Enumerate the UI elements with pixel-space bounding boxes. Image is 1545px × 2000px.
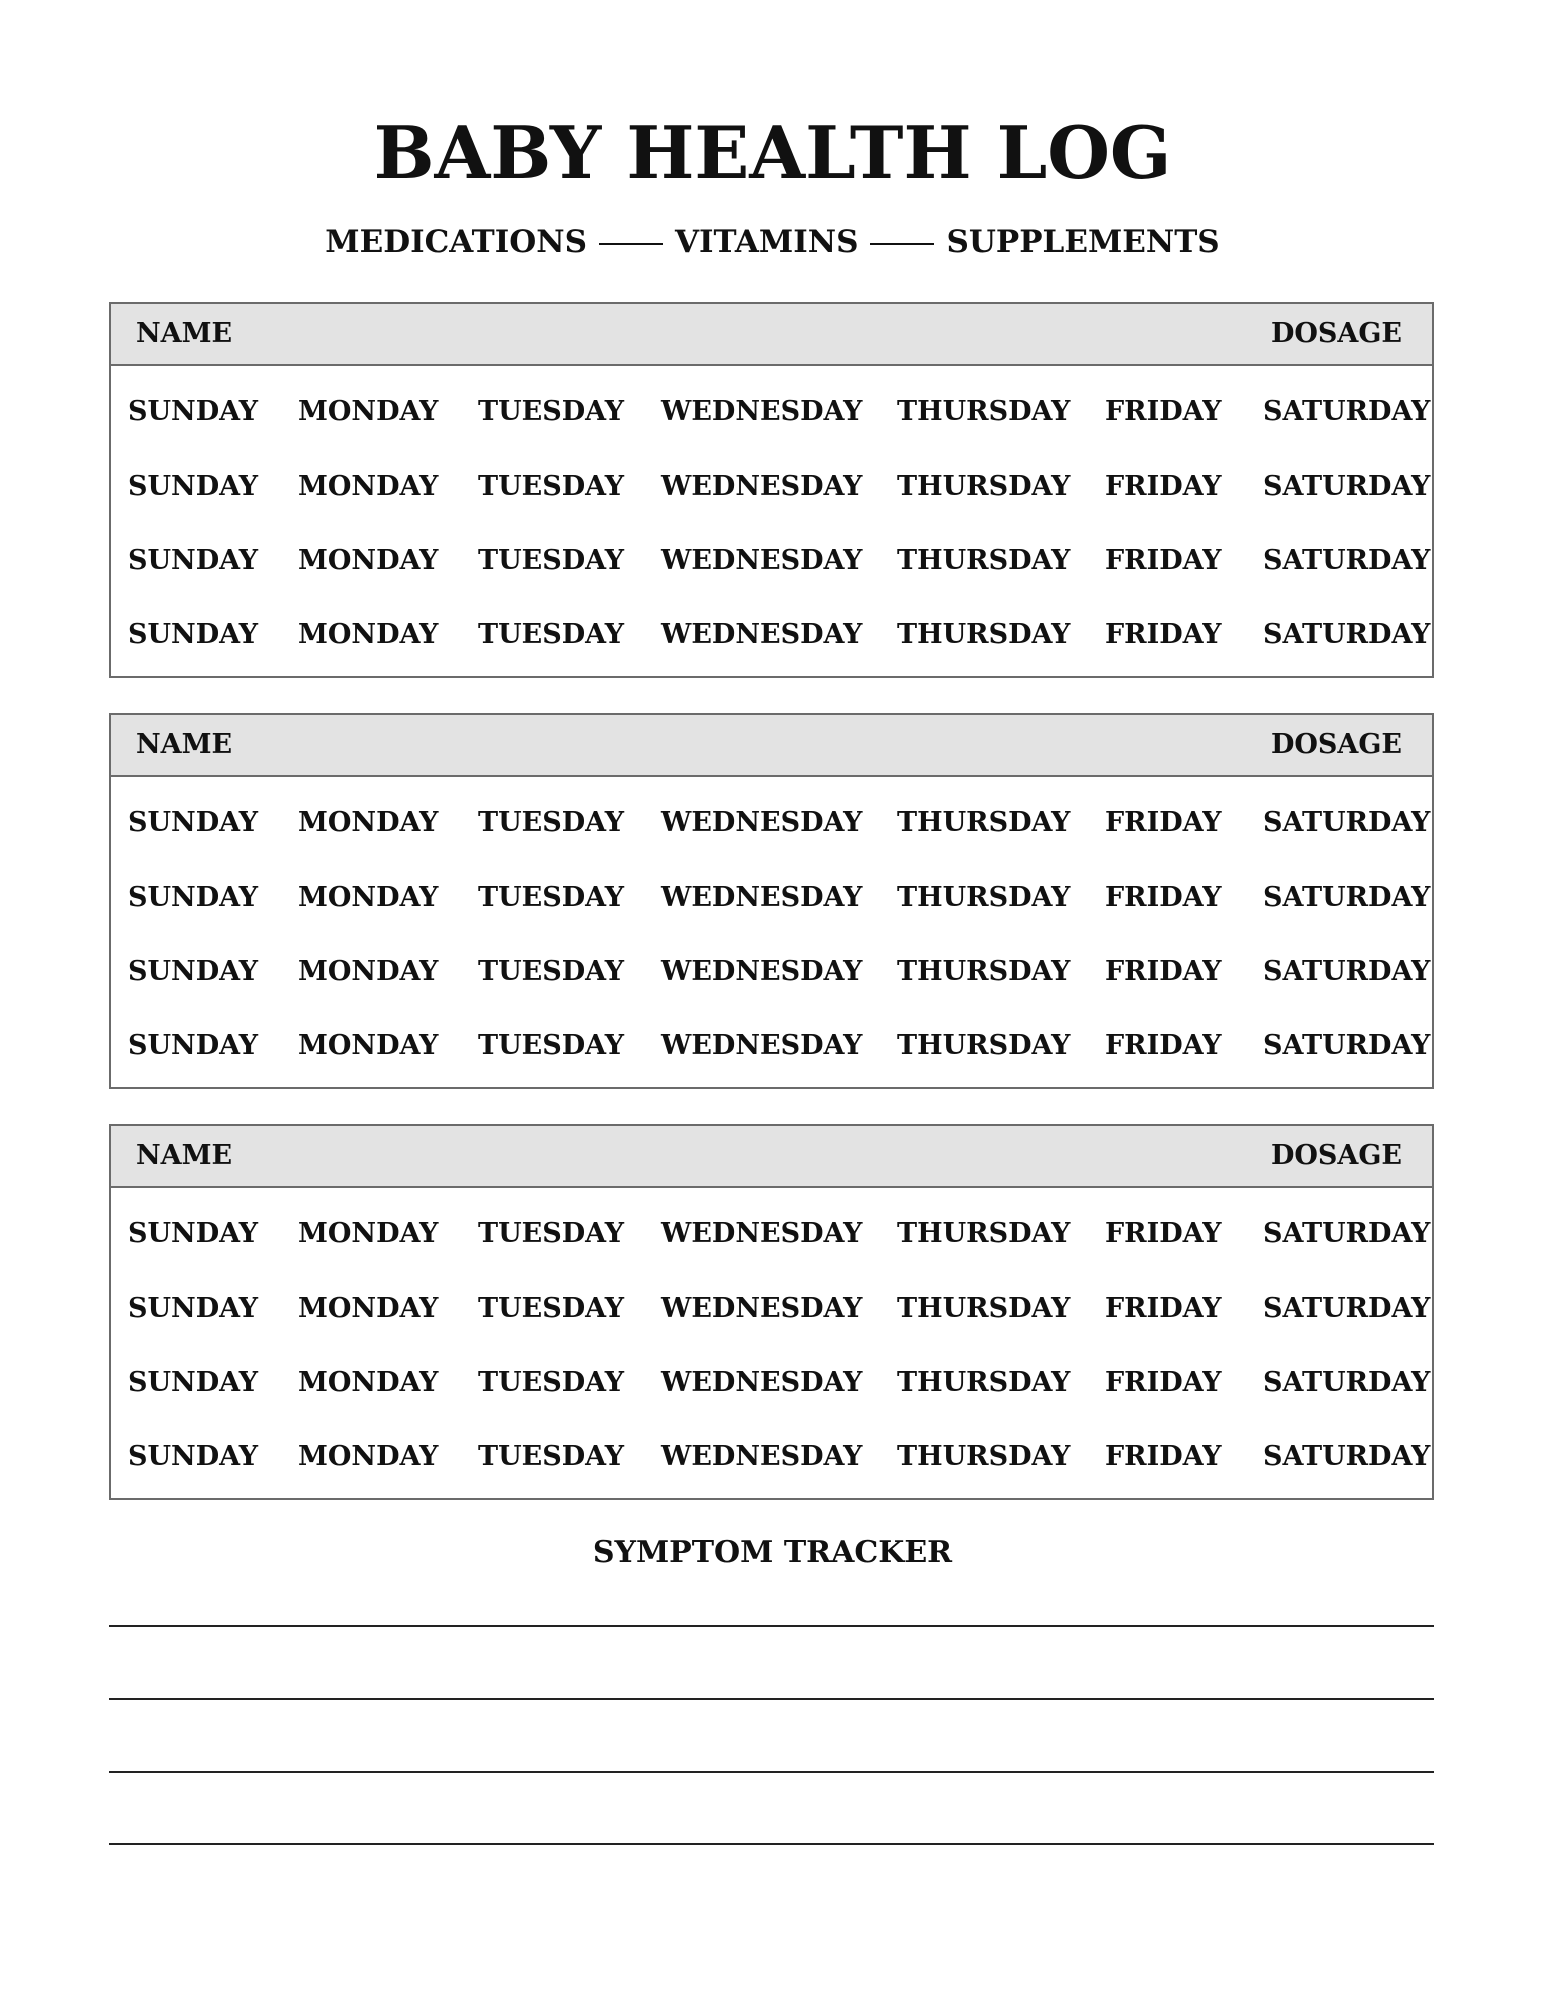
day-label: WEDNESDAY	[661, 882, 863, 913]
day-label: WEDNESDAY	[661, 471, 863, 502]
day-label: MONDAY	[298, 1367, 439, 1398]
day-label: MONDAY	[298, 545, 439, 576]
day-label: TUESDAY	[478, 471, 625, 502]
day-label: SUNDAY	[128, 396, 259, 427]
day-row	[111, 1289, 1432, 1329]
day-label: TUESDAY	[478, 1441, 625, 1472]
day-label: THURSDAY	[897, 545, 1071, 576]
day-label: MONDAY	[298, 807, 439, 838]
subtitle-supplements: SUPPLEMENTS	[946, 224, 1220, 260]
card-header	[111, 1126, 1432, 1188]
day-label: SUNDAY	[128, 807, 259, 838]
dosage-label: DOSAGE	[1270, 318, 1402, 349]
day-label: SATURDAY	[1263, 1218, 1431, 1249]
day-label: WEDNESDAY	[661, 1293, 863, 1324]
day-label: SATURDAY	[1263, 545, 1431, 576]
day-label: FRIDAY	[1105, 1293, 1222, 1324]
day-label: THURSDAY	[897, 1218, 1071, 1249]
day-row	[111, 615, 1432, 655]
day-label: SATURDAY	[1263, 1441, 1431, 1472]
name-label: NAME	[136, 729, 233, 760]
day-label: SATURDAY	[1263, 619, 1431, 650]
day-label: FRIDAY	[1105, 1441, 1222, 1472]
day-label: THURSDAY	[897, 396, 1071, 427]
day-label: SUNDAY	[128, 956, 259, 987]
day-label: THURSDAY	[897, 1441, 1071, 1472]
day-row	[111, 467, 1432, 507]
day-label: FRIDAY	[1105, 619, 1222, 650]
day-label: SATURDAY	[1263, 956, 1431, 987]
day-label: SATURDAY	[1263, 807, 1431, 838]
day-label: FRIDAY	[1105, 471, 1222, 502]
day-label: TUESDAY	[478, 956, 625, 987]
day-label: SATURDAY	[1263, 471, 1431, 502]
day-label: SUNDAY	[128, 545, 259, 576]
day-label: MONDAY	[298, 1030, 439, 1061]
day-label: SATURDAY	[1263, 1367, 1431, 1398]
day-label: TUESDAY	[478, 807, 625, 838]
day-label: MONDAY	[298, 396, 439, 427]
day-label: SATURDAY	[1263, 1030, 1431, 1061]
day-label: SUNDAY	[128, 1367, 259, 1398]
day-label: THURSDAY	[897, 619, 1071, 650]
log-card	[109, 713, 1434, 1089]
day-label: THURSDAY	[897, 882, 1071, 913]
day-row	[111, 392, 1432, 432]
day-label: SUNDAY	[128, 1441, 259, 1472]
day-label: MONDAY	[298, 1293, 439, 1324]
day-label: MONDAY	[298, 956, 439, 987]
day-row	[111, 1437, 1432, 1477]
day-label: THURSDAY	[897, 807, 1071, 838]
day-label: WEDNESDAY	[661, 1367, 863, 1398]
day-row	[111, 878, 1432, 918]
day-label: THURSDAY	[897, 471, 1071, 502]
day-label: FRIDAY	[1105, 882, 1222, 913]
day-label: MONDAY	[298, 619, 439, 650]
day-label: WEDNESDAY	[661, 807, 863, 838]
day-label: SATURDAY	[1263, 1293, 1431, 1324]
day-label: WEDNESDAY	[661, 956, 863, 987]
day-label: FRIDAY	[1105, 1218, 1222, 1249]
symptom-line	[109, 1698, 1434, 1700]
log-card	[109, 302, 1434, 678]
day-label: WEDNESDAY	[661, 619, 863, 650]
dosage-label: DOSAGE	[1270, 1140, 1402, 1171]
day-label: WEDNESDAY	[661, 1218, 863, 1249]
day-label: WEDNESDAY	[661, 1441, 863, 1472]
day-label: SATURDAY	[1263, 882, 1431, 913]
card-header	[111, 304, 1432, 366]
symptom-line	[109, 1843, 1434, 1845]
subtitle-vitamins: VITAMINS	[674, 224, 859, 260]
day-label: FRIDAY	[1105, 396, 1222, 427]
subtitle	[0, 222, 1545, 262]
day-label: TUESDAY	[478, 1293, 625, 1324]
day-label: THURSDAY	[897, 1293, 1071, 1324]
symptom-tracker-title: SYMPTOM TRACKER	[592, 1535, 953, 1570]
day-label: FRIDAY	[1105, 1030, 1222, 1061]
symptom-line	[109, 1625, 1434, 1627]
day-label: WEDNESDAY	[661, 396, 863, 427]
page-title: BABY HEALTH LOG	[373, 110, 1172, 195]
day-label: MONDAY	[298, 882, 439, 913]
dosage-label: DOSAGE	[1270, 729, 1402, 760]
day-label: TUESDAY	[478, 1030, 625, 1061]
day-label: WEDNESDAY	[661, 545, 863, 576]
day-label: SUNDAY	[128, 619, 259, 650]
day-row	[111, 1214, 1432, 1254]
day-row	[111, 803, 1432, 843]
symptom-line	[109, 1771, 1434, 1773]
day-label: FRIDAY	[1105, 807, 1222, 838]
day-label: FRIDAY	[1105, 956, 1222, 987]
day-label: MONDAY	[298, 1441, 439, 1472]
day-label: FRIDAY	[1105, 1367, 1222, 1398]
day-row	[111, 541, 1432, 581]
day-row	[111, 952, 1432, 992]
subtitle-dash	[870, 243, 934, 245]
day-label: TUESDAY	[478, 1367, 625, 1398]
day-label: SUNDAY	[128, 1293, 259, 1324]
day-label: MONDAY	[298, 1218, 439, 1249]
day-label: TUESDAY	[478, 1218, 625, 1249]
day-label: TUESDAY	[478, 882, 625, 913]
day-label: FRIDAY	[1105, 545, 1222, 576]
day-label: SUNDAY	[128, 471, 259, 502]
log-card	[109, 1124, 1434, 1500]
day-label: THURSDAY	[897, 1030, 1071, 1061]
subtitle-dash	[599, 243, 663, 245]
day-label: TUESDAY	[478, 545, 625, 576]
day-row	[111, 1363, 1432, 1403]
day-label: WEDNESDAY	[661, 1030, 863, 1061]
day-label: SUNDAY	[128, 1030, 259, 1061]
day-label: SATURDAY	[1263, 396, 1431, 427]
day-label: MONDAY	[298, 471, 439, 502]
day-label: SUNDAY	[128, 1218, 259, 1249]
name-label: NAME	[136, 318, 233, 349]
day-label: THURSDAY	[897, 1367, 1071, 1398]
card-header	[111, 715, 1432, 777]
day-label: TUESDAY	[478, 396, 625, 427]
day-label: TUESDAY	[478, 619, 625, 650]
day-row	[111, 1026, 1432, 1066]
day-label: THURSDAY	[897, 956, 1071, 987]
name-label: NAME	[136, 1140, 233, 1171]
day-label: SUNDAY	[128, 882, 259, 913]
subtitle-medications: MEDICATIONS	[325, 224, 587, 260]
